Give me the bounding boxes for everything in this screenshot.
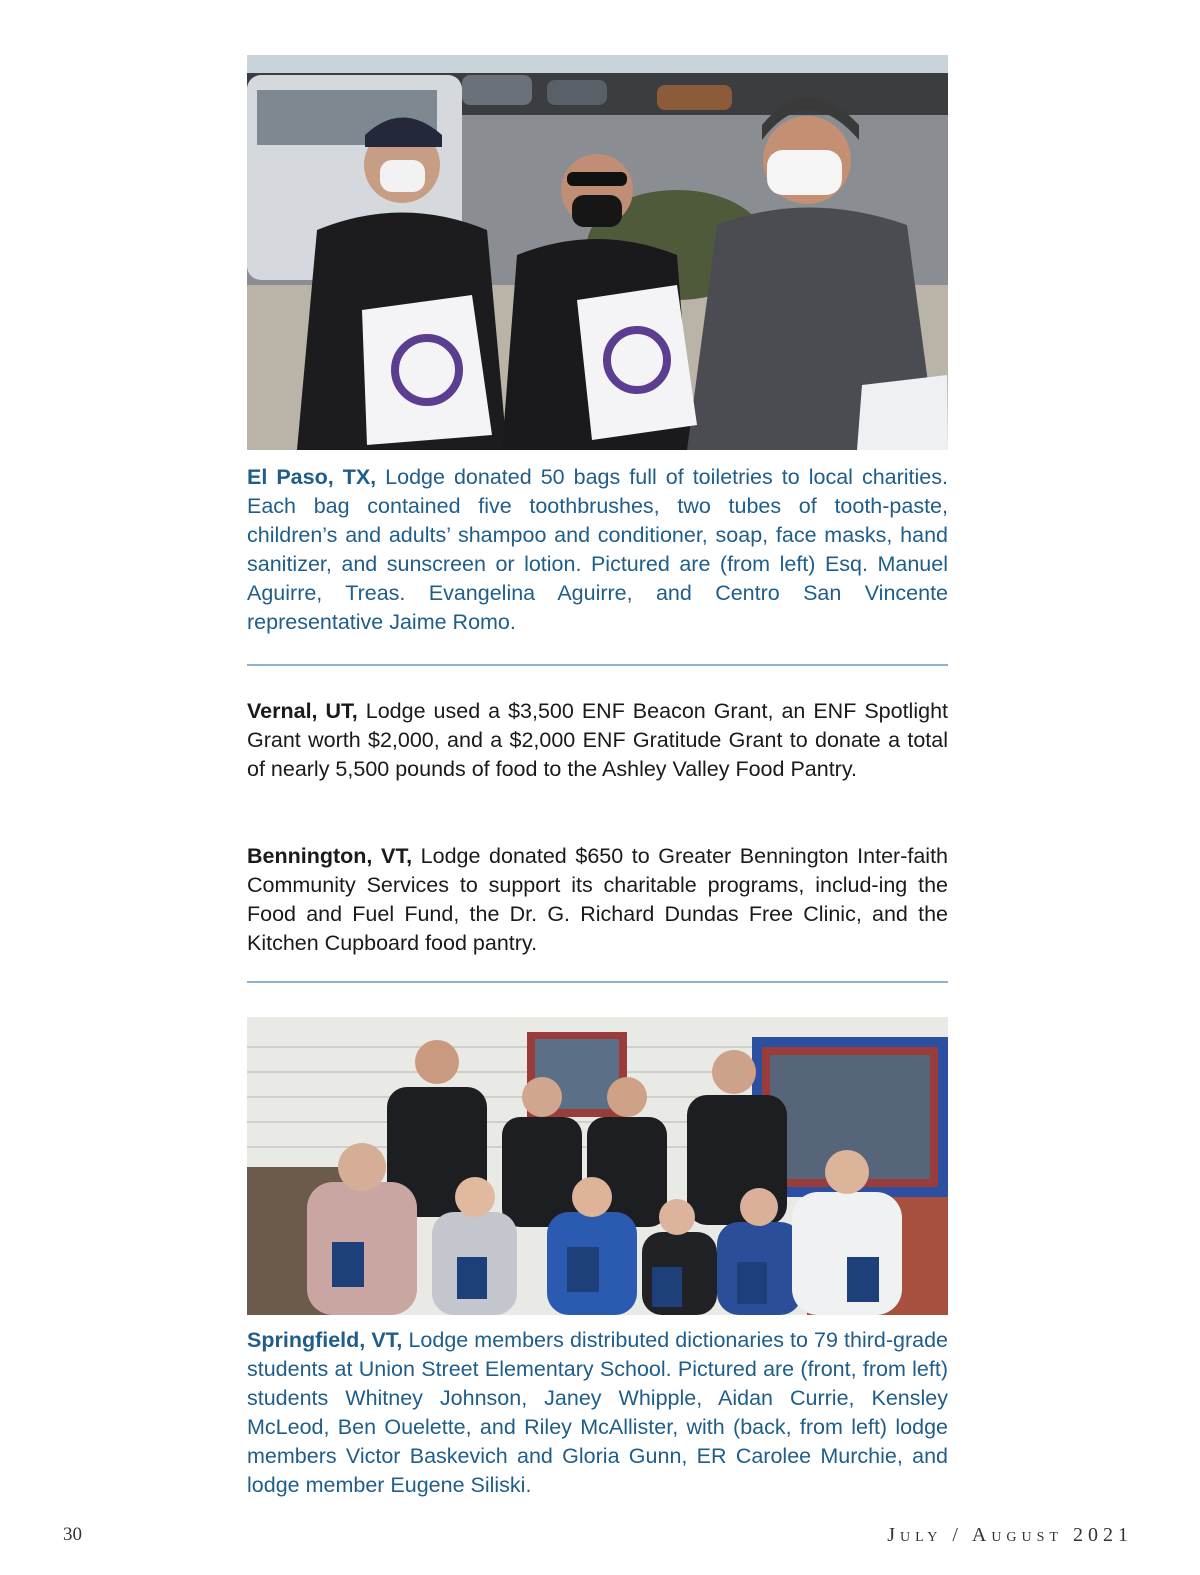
el-paso-photo: [247, 55, 948, 450]
caption-lead: El Paso, TX,: [247, 465, 377, 489]
springfield-photo: [247, 1017, 948, 1315]
paragraph-body: Lodge used a $3,500 ENF Beacon Grant, an ENF Spotlight Grant worth $2,000, and a $2,000 ENF Gratitude Grant to donate a total of nearly 5,500 pounds of food to the Ashley Valley Food Pantry.: [247, 699, 949, 781]
section-divider: [247, 664, 948, 666]
bennington-paragraph: [247, 842, 948, 958]
el-paso-caption: [247, 463, 948, 637]
caption-body: Lodge members distributed dictionaries to 79 third-grade students at Union Street Elementary School. Pictured are (front, from left) students Whitney Johnson, Janey Whipple, Aidan Currie, Kensley McLeod, Ben Ouelette, and Riley McAllister, with (back, from left) lodge members Victor Baskevich and Gloria Gunn, ER Carolee Murchie, and lodge member Eugene Siliski.: [247, 1328, 948, 1497]
caption-body: Lodge donated 50 bags full of toiletries to local charities. Each bag contained five toothbrushes, two tubes of tooth-paste, children’s and adults’ shampoo and conditioner, soap, face masks, hand sanitizer, and sunscreen or lotion. Pictured are (from left) Esq. Manuel Aguirre, Treas. Evangelina Aguirre, and Centro San Vincente representative Jaime Romo.: [247, 465, 948, 634]
paragraph-lead: Bennington, VT,: [247, 844, 413, 868]
page-number: 30: [63, 1524, 82, 1545]
springfield-caption: [247, 1326, 948, 1500]
vernal-paragraph: [247, 697, 948, 784]
paragraph-lead: Vernal, UT,: [247, 699, 358, 723]
issue-date: July / August 2021: [887, 1524, 1133, 1546]
section-divider: [247, 981, 948, 983]
paragraph-body: Lodge donated $650 to Greater Bennington Inter-faith Community Services to support its charitable programs, includ-ing the Food and Fuel Fund, the Dr. G. Richard Dundas Free Clinic, and the Kitchen Cupboard food pantry.: [247, 844, 948, 955]
caption-lead: Springfield, VT,: [247, 1328, 403, 1352]
